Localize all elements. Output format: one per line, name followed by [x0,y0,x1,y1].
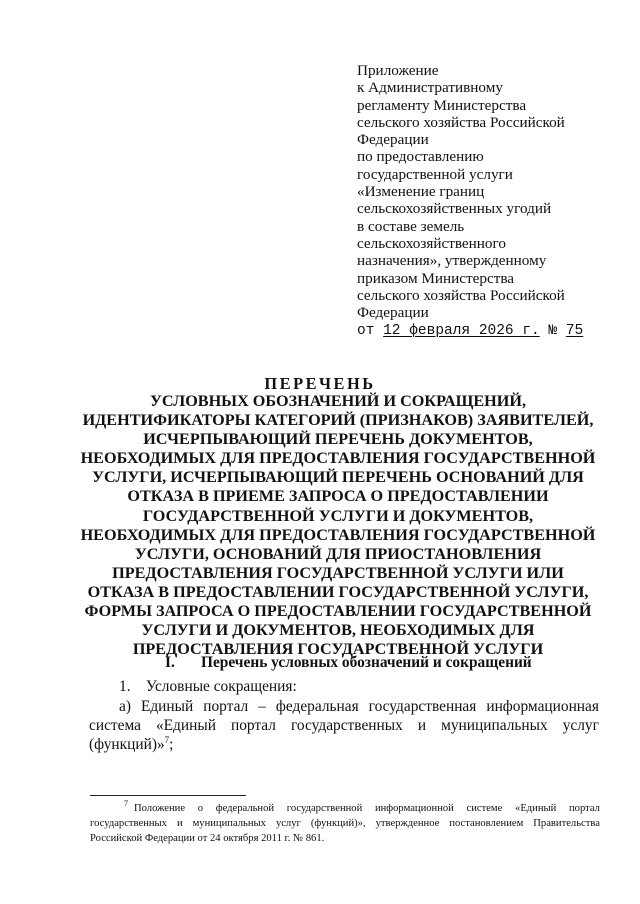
subtitle-line: ПРЕДОСТАВЛЕНИЯ ГОСУДАРСТВЕННОЙ УСЛУГИ [132,640,544,659]
word: (функций)», [310,818,366,829]
word: государственной [286,803,363,814]
word: Единый [140,698,194,715]
footnote-line-2 [90,816,600,831]
word: Положение [134,803,186,814]
subtitle-line: УСЛУГИ, ИСЧЕРПЫВАЮЩИЙ ПЕРЕЧЕНЬ ОСНОВАНИЙ ДЛЯ [92,468,584,487]
paragraph-1 [89,677,599,696]
document-number: 75 [565,323,584,340]
appendix-block [357,62,617,341]
document-title: ПЕРЕЧЕНЬ [264,374,376,393]
paragraph-2 [89,697,599,754]
appendix-line: государственной услуги [357,165,513,183]
appendix-line: сельскохозяйственных угодий [357,200,552,218]
subtitle-line: ОТКАЗА В ПРИЕМЕ ЗАПРОСА О ПРЕДОСТАВЛЕНИИ [127,487,549,506]
footnote-separator [90,795,246,796]
word: – [258,698,266,715]
section-heading [165,654,532,672]
subtitle-line: ПРЕДОСТАВЛЕНИЯ ГОСУДАРСТВЕННОЙ УСЛУГИ ИЛИ [112,563,564,582]
word: муниципальных [192,818,266,829]
section-number: I. [165,654,175,671]
word: информационная [486,698,599,715]
word: и [176,818,183,829]
word: информационной [374,803,454,814]
word: услуг [275,818,301,829]
appendix-line: Федерации [357,304,429,322]
word: портал [568,803,600,814]
word: портал [230,717,276,734]
appendix-line: сельскохозяйственного [357,234,506,252]
word: государственных [291,717,403,734]
word: портал [203,698,249,715]
footnote-line-1: 7 Положение о федеральной государственной информационной системе «Единый портал [124,799,600,814]
word: системе [466,803,503,814]
word: «Единый [515,803,557,814]
number-sign: № [548,323,558,340]
appendix-line: приказом Министерства [357,269,515,287]
word: о [197,803,204,814]
footnote-line-3: Российской Федерации от 24 октября 2011 г. № 861. [90,833,325,844]
word: «Единый [155,717,216,734]
word: муниципальных [441,717,548,734]
word: федеральная [275,698,359,715]
word: а) [119,698,131,715]
appendix-line: в составе земель [357,217,465,235]
appendix-line: назначения», утвержденному [357,252,547,270]
date-value: 12 февраля 2026 г. [383,323,540,340]
paragraph-2-line-3: (функций)»$^7$; [89,734,174,753]
appendix-line: «Изменение границ [357,183,485,201]
word: и [417,717,427,734]
appendix-date-line [357,321,617,340]
section-title: Перечень условных обозначений и сокращений [201,654,532,671]
paragraph-2-line-2 [89,716,599,735]
appendix-line: регламенту Министерства [357,96,527,114]
subtitle-line: УСЛУГИ И ДОКУМЕНТОВ, НЕОБХОДИМЫХ ДЛЯ [141,621,535,640]
word: система [89,717,141,734]
word: государственных [90,818,167,829]
appendix-line: сельского хозяйства Российской [357,286,565,304]
subtitle-line: ГОСУДАРСТВЕННОЙ УСЛУГИ И ДОКУМЕНТОВ, [142,506,534,525]
subtitle-line: ОТКАЗА В ПРЕДОСТАВЛЕНИИ ГОСУДАРСТВЕННОЙ УСЛУГИ, [87,582,589,601]
subtitle-line: НЕОБХОДИМЫХ ДЛЯ ПРЕДОСТАВЛЕНИЯ ГОСУДАРСТВЕННОЙ [80,525,596,544]
word: государственная [368,698,477,715]
word: Правительства [533,818,600,829]
paragraph-1-text: 1. Условные сокращения: [119,678,297,695]
footnote [90,801,600,846]
appendix-line: сельского хозяйства Российской [357,113,565,131]
word: утвержденное [375,818,440,829]
appendix-line: по предоставлению [357,148,484,166]
subtitle-line: ФОРМЫ ЗАПРОСА О ПРЕДОСТАВЛЕНИИ ГОСУДАРСТВЕННОЙ [84,602,592,621]
subtitle-line: НЕОБХОДИМЫХ ДЛЯ ПРЕДОСТАВЛЕНИЯ ГОСУДАРСТВЕННОЙ [80,449,596,468]
word: федеральной [215,803,275,814]
subtitle-line: УСЛОВНЫХ ОБОЗНАЧЕНИЙ И СОКРАЩЕНИЙ, [149,392,527,410]
subtitle-line: УСЛУГИ, ОСНОВАНИЙ ДЛЯ ПРИОСТАНОВЛЕНИЯ [134,544,542,563]
subtitle-line: ИСЧЕРПЫВАЮЩИЙ ПЕРЕЧЕНЬ ДОКУМЕНТОВ, [143,430,533,449]
appendix-line: Федерации [357,131,429,149]
word: постановлением [449,818,524,829]
subtitle-line: ИДЕНТИФИКАТОРЫ КАТЕГОРИЙ (ПРИЗНАКОВ) ЗАЯВИТЕЛЕЙ, [82,411,594,430]
word: услуг [562,717,599,734]
paragraph-2-line-1 [89,697,599,716]
footnote-reference[interactable]: 7 [164,734,170,745]
appendix-line: к Административному [357,79,503,97]
appendix-line: Приложение [357,62,439,79]
document-subtitle [78,392,598,659]
date-prefix: от [357,323,375,340]
